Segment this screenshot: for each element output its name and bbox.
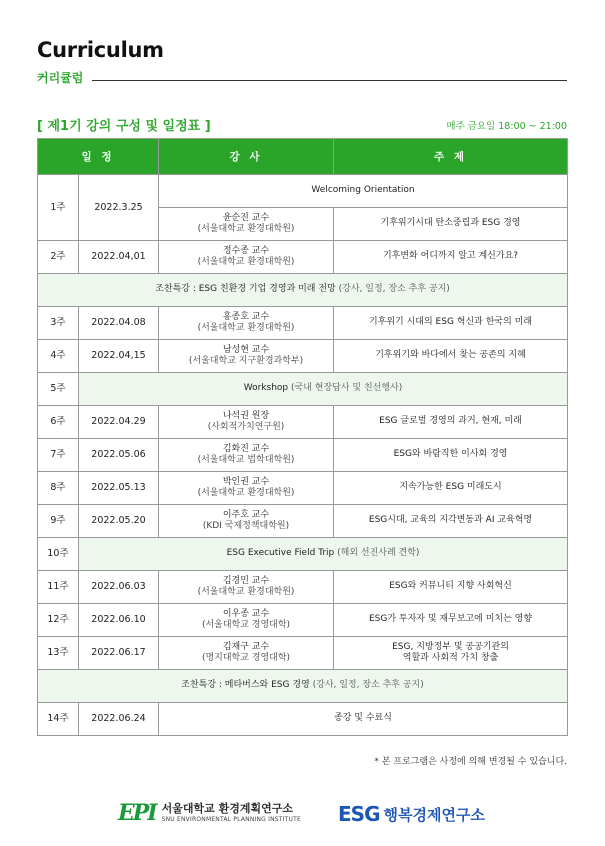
table-row: [38, 175, 568, 208]
event-cell: [79, 373, 568, 406]
lecturer-name: 김경민 교수: [222, 575, 270, 586]
event-cell: [79, 538, 568, 571]
week-cell: 2주: [38, 241, 79, 274]
date-cell: 2022.04,01: [79, 241, 159, 274]
lecturer-name: 이우종 교수: [222, 608, 270, 619]
week-cell: 4주: [38, 340, 79, 373]
week-cell: 1주: [38, 175, 79, 241]
week-cell: 6주: [38, 406, 79, 439]
table-row: [38, 505, 568, 538]
topic-cell: 기후변화 어디까지 알고 계신가요?: [334, 241, 568, 274]
date-cell: 2022.06.03: [79, 571, 159, 604]
lecturer-name: 정수종 교수: [222, 245, 270, 256]
table-row: [38, 604, 568, 637]
lecturer-cell: [159, 472, 334, 505]
lecturer-institution: (서울대학교 지구환경과학부): [188, 356, 304, 366]
event-cell: 종강 및 수료식: [159, 703, 568, 736]
table-row: [38, 703, 568, 736]
date-cell: 2022.04.29: [79, 406, 159, 439]
topic-line-2: 역할과 사회적 가치 창출: [402, 653, 499, 663]
epi-logo-korean: 서울대학교 환경계획연구소: [161, 802, 293, 816]
date-cell: 2022.3.25: [79, 175, 159, 241]
date-cell: 2022.06.17: [79, 637, 159, 670]
epi-logo: [118, 800, 301, 826]
lecturer-name: 남성현 교수: [222, 344, 270, 355]
week-cell: 10주: [38, 538, 79, 571]
epi-logo-english: SNU ENVIRONMENTAL PLANNING INSTITUTE: [161, 815, 301, 823]
table-row: [38, 274, 568, 307]
date-cell: 2022.04.08: [79, 307, 159, 340]
topic-cell: 기후위기시대 탄소중립과 ESG 경영: [334, 208, 568, 241]
lecturer-name: 김재구 교수: [222, 641, 270, 652]
table-row: [38, 340, 568, 373]
lecturer-institution: (명지대학교 경영대학): [201, 653, 291, 663]
footer-logos: [0, 800, 605, 830]
lecturer-institution: (KDI 국제정책대학원): [202, 521, 290, 531]
table-row: [38, 373, 568, 406]
table-row: [38, 307, 568, 340]
table-row: [38, 571, 568, 604]
table-row: [38, 637, 568, 670]
week-cell: 5주: [38, 373, 79, 406]
footnote: * 본 프로그램은 사정에 의해 변경될 수 있습니다.: [374, 757, 567, 767]
special-lecture-cell: [38, 670, 568, 703]
curriculum-table: [37, 138, 568, 736]
lecturer-name: 나석권 원장: [222, 410, 270, 421]
lecturer-institution: (서울대학교 환경대학원): [197, 488, 295, 498]
table-row: [38, 472, 568, 505]
date-cell: 2022.04,15: [79, 340, 159, 373]
week-cell: 7주: [38, 439, 79, 472]
lecturer-cell: [159, 307, 334, 340]
esg-logo-text: 행복경제연구소: [383, 805, 485, 824]
lecturer-cell: [159, 604, 334, 637]
lecturer-institution: (서울대학교 환경대학원): [197, 257, 295, 267]
lecturer-institution: (사회적가치연구원): [207, 422, 285, 432]
lecturer-cell: [159, 241, 334, 274]
event-title: Workshop: [243, 383, 289, 394]
week-cell: 14주: [38, 703, 79, 736]
topic-cell: ESG시대, 교육의 지각변동과 AI 교육혁명: [334, 505, 568, 538]
lecturer-institution: (서울대학교 환경대학원): [197, 224, 295, 234]
date-cell: 2022.05.13: [79, 472, 159, 505]
special-lecture-title: 조찬특강 : ESG 친환경 기업 경영과 미래 전망: [155, 284, 336, 295]
table-header-row: [38, 139, 568, 175]
special-lecture-note: (강사, 일정, 장소 추후 공지): [312, 680, 424, 691]
week-cell: 13주: [38, 637, 79, 670]
special-lecture-cell: [38, 274, 568, 307]
event-note: (해외 선진사례 견학): [337, 548, 420, 559]
week-cell: 12주: [38, 604, 79, 637]
lecturer-institution: (서울대학교 법학대학원): [197, 455, 295, 465]
table-row: [38, 538, 568, 571]
topic-cell: ESG가 투자자 및 재무보고에 미치는 영향: [334, 604, 568, 637]
event-title: ESG Executive Field Trip: [226, 548, 335, 559]
table-row: [38, 241, 568, 274]
special-lecture-note: (강사, 일정, 장소 추후 공지): [338, 284, 450, 295]
lecturer-cell: [159, 637, 334, 670]
topic-cell: ESG 글로벌 경영의 과거, 현재, 미래: [334, 406, 568, 439]
event-cell: Welcoming Orientation: [159, 175, 568, 208]
date-cell: 2022.06.24: [79, 703, 159, 736]
subtitle-divider: [92, 80, 567, 81]
lecturer-name: 윤순진 교수: [222, 212, 270, 223]
epi-logo-text: [162, 803, 301, 822]
week-cell: 3주: [38, 307, 79, 340]
schedule-text: 매주 금요일 18:00 ~ 21:00: [446, 121, 567, 132]
week-cell: 9주: [38, 505, 79, 538]
lecturer-cell: [159, 439, 334, 472]
date-cell: 2022.05.06: [79, 439, 159, 472]
lecturer-cell: [159, 208, 334, 241]
header-schedule: 일 정: [38, 139, 159, 175]
topic-line-1: ESG, 지방정부 및 공공기관의: [392, 641, 509, 652]
lecturer-institution: (서울대학교 환경대학원): [197, 323, 295, 333]
topic-cell: [334, 637, 568, 670]
topic-cell: 기후위기 시대의 ESG 혁신과 한국의 미래: [334, 307, 568, 340]
lecturer-cell: [159, 505, 334, 538]
lecturer-institution: (서울대학교 경영대학): [201, 620, 291, 630]
lecturer-cell: [159, 571, 334, 604]
epi-logo-mark: EPI: [118, 800, 156, 826]
date-cell: 2022.05.20: [79, 505, 159, 538]
esg-logo: [338, 802, 485, 826]
esg-logo-mark: ESG: [338, 802, 380, 826]
table-row: [38, 439, 568, 472]
lecturer-name: 김화진 교수: [222, 443, 270, 454]
special-lecture-title: 조찬특강 : 메타버스와 ESG 경영: [181, 680, 310, 691]
lecturer-name: 박인권 교수: [222, 476, 270, 487]
week-cell: 8주: [38, 472, 79, 505]
table-row: [38, 406, 568, 439]
topic-cell: 기후위기와 바다에서 찾는 공존의 지혜: [334, 340, 568, 373]
date-cell: 2022.06.10: [79, 604, 159, 637]
topic-cell: 지속가능한 ESG 미래도시: [334, 472, 568, 505]
event-note: (국내 현장답사 및 친선행사): [291, 383, 403, 394]
lecturer-name: 이주호 교수: [222, 509, 270, 520]
page-title: Curriculum: [37, 38, 164, 62]
section-title: [ 제1기 강의 구성 및 일정표 ]: [37, 119, 211, 134]
page-subtitle: 커리큘럼: [37, 71, 84, 85]
lecturer-name: 홍종호 교수: [222, 311, 270, 322]
header-lecturer: 강 사: [159, 139, 334, 175]
lecturer-institution: (서울대학교 환경대학원): [197, 587, 295, 597]
lecturer-cell: [159, 406, 334, 439]
lecturer-cell: [159, 340, 334, 373]
week-cell: 11주: [38, 571, 79, 604]
header-topic: 주 제: [334, 139, 568, 175]
topic-cell: ESG와 커뮤니티 지향 사회혁신: [334, 571, 568, 604]
table-row: [38, 670, 568, 703]
topic-cell: ESG와 바람직한 이사회 경영: [334, 439, 568, 472]
